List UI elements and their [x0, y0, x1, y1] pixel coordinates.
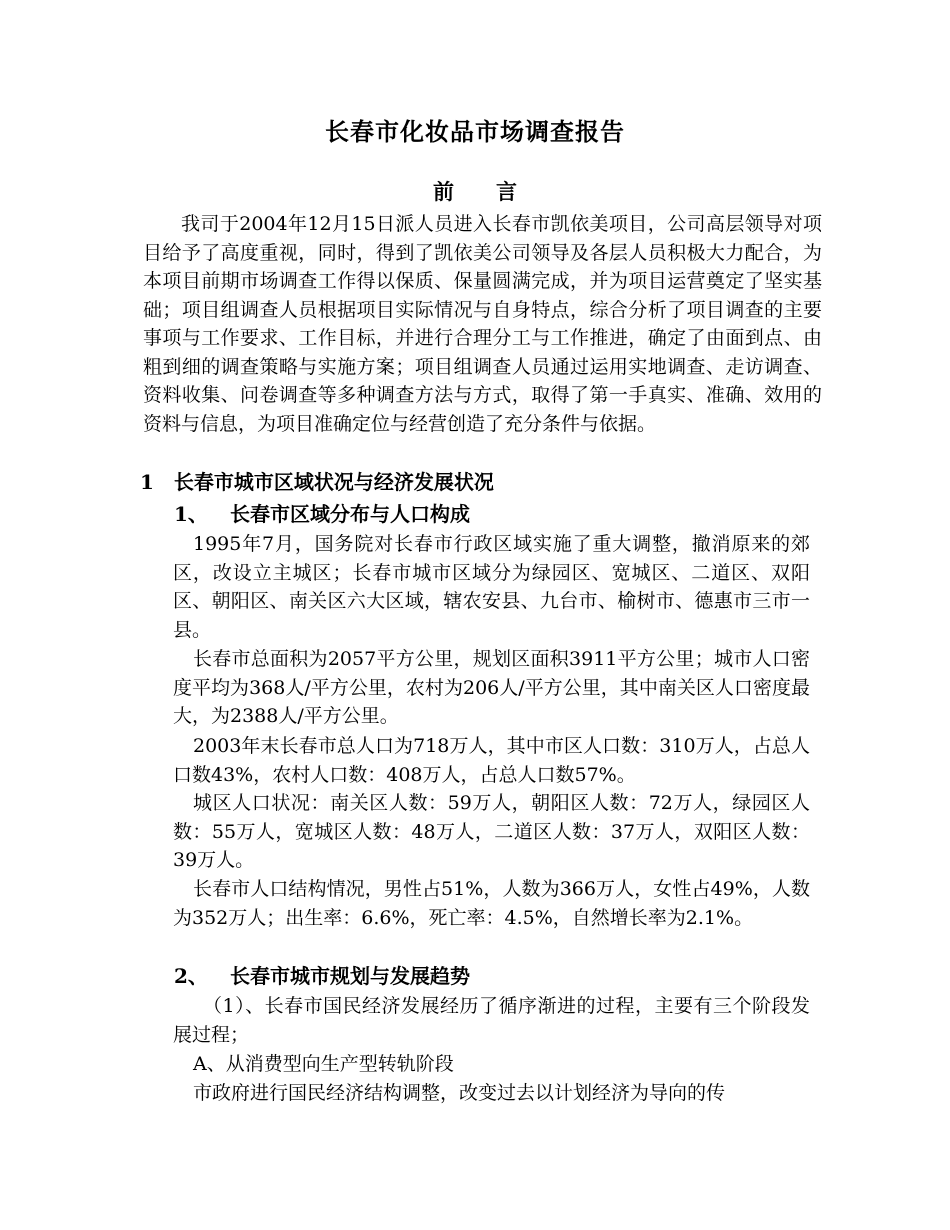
subsection-1-heading [174, 499, 470, 529]
subsection-2-title: 长春市城市规划与发展趋势 [230, 964, 470, 988]
subsection-2-heading [174, 961, 470, 991]
paragraph-development-stages: （1）、长春市国民经济发展经历了循序渐进的过程，主要有三个阶段发展过程； [173, 995, 810, 1046]
subsection-1-number: 1、 [174, 502, 208, 526]
paragraph-economic-restructuring: 市政府进行国民经济结构调整，改变过去以计划经济为导向的传 [193, 1082, 726, 1104]
paragraph-administrative-districts: 1995年7月，国务院对长春市行政区域实施了重大调整，撤消原来的郊区，改设立主城区；长春市城市区域分为绿园区、宽城区、二道区、双阳区、朝阳区、南关区六大区域，辖农安县、九台市、榆树市、德惠市三市一县。 [173, 533, 810, 641]
document-title: 长春市化妆品市场调查报告 [325, 117, 625, 146]
subsection-2-number: 2、 [174, 964, 208, 988]
paragraph-area-density: 长春市总面积为2057平方公里，规划区面积3911平方公里；城市人口密度平均为368人/平方公里，农村为206人/平方公里，其中南关区人口密度最大，为2388人/平方公里。 [173, 648, 810, 727]
preface-heading: 前 言 [433, 179, 517, 204]
paragraph-total-population: 2003年末长春市总人口为718万人，其中市区人口数：310万人，占总人口数43%，农村人口数：408万人，占总人口数57%。 [173, 735, 810, 786]
preface-paragraph: 我司于2004年12月15日派人员进入长春市凯依美项目，公司高层领导对项目给予了高度重视，同时，得到了凯依美公司领导及各层人员积极大力配合，为本项目前期市场调查工作得以保质、保量圆满完成，并为项目运营奠定了坚实基础；项目组调查人员根据项目实际情况与自身特点，综合分析了项目调查的主要事项与工作要求、工作目标，并进行合理分工与工作推进，确定了由面到点、由粗到细的调查策略与实施方案；项目组调查人员通过运用实地调查、走访调查、资料收集、问卷调查等多种调查方法与方式，取得了第一手真实、准确、效用的资料与信息，为项目准确定位与经营创造了充分条件与依据。 [143, 213, 822, 435]
subsection-1-title: 长春市区域分布与人口构成 [230, 502, 470, 526]
section-1-heading: 1 长春市城市区域状况与经济发展状况 [140, 470, 494, 494]
item-a-heading: A、从消费型向生产型转轨阶段 [193, 1053, 454, 1075]
paragraph-district-population: 城区人口状况：南关区人数：59万人，朝阳区人数：72万人，绿园区人数：55万人，宽城区人数：48万人，二道区人数：37万人，双阳区人数：39万人。 [173, 792, 810, 871]
paragraph-population-structure: 长春市人口结构情况，男性占51%，人数为366万人，女性占49%，人数为352万人；出生率：6.6%，死亡率：4.5%，自然增长率为2.1%。 [173, 878, 810, 929]
